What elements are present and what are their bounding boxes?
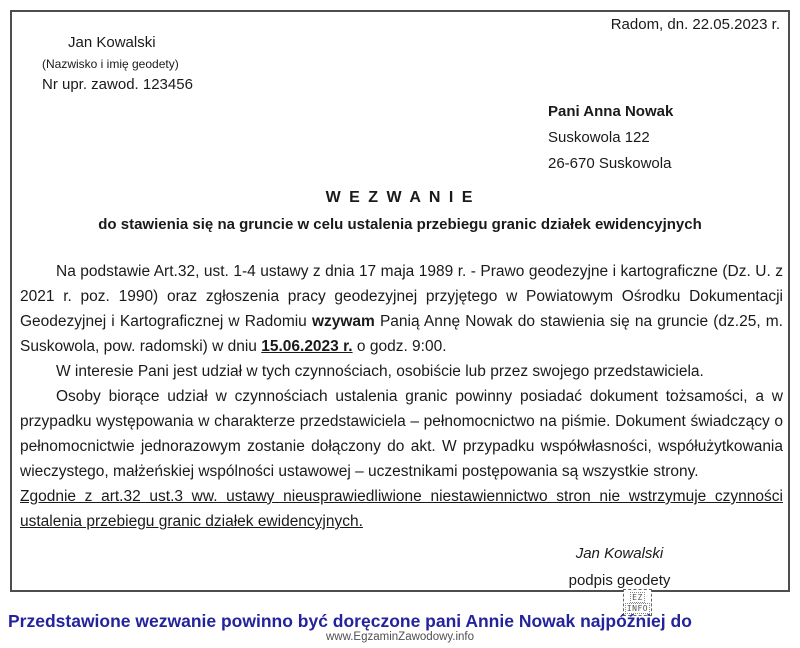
sender-block <box>42 34 193 93</box>
signature-block <box>527 540 712 594</box>
document-body <box>20 259 783 534</box>
para1-text-1: Na podstawie Art.32, ust. 1-4 ustawy z dnia 17 maja 1989 r. - Prawo geodezyjne i kartograficzne (Dz. U. z 2021 r. poz. 1990) oraz zgłoszenia pracy geodezyjnej przyjętego w Powiatowym Ośrodku Dokumentacji Geodezyjnej i Kartograficznej w Radomiu <box>20 263 783 330</box>
watermark-text: www.EgzaminZawodowy.info <box>325 631 475 643</box>
para1-date-underlined: 15.06.2023 r. <box>261 338 353 355</box>
para1-text-2: Panią Annę Nowak do stawienia się na gruncie (dz.25, m. Suskowola, pow. radomski) w dniu <box>20 313 783 355</box>
paragraph-interest: W interesie Pani jest udział w tych czynnościach, osobiście lub przez swojego przedstawiciela. <box>56 363 704 380</box>
signature-caption: podpis geodety <box>568 572 671 589</box>
sender-name: Jan Kowalski <box>68 34 156 51</box>
paragraph-legal-basis <box>20 259 783 359</box>
recipient-block <box>548 99 673 177</box>
exam-question-text: Przedstawione wezwanie powinno być doręczone pani Annie Nowak najpóźniej do <box>8 611 692 631</box>
para1-text-3: o godz. 9:00. <box>352 338 447 355</box>
sender-caption: (Nazwisko i imię geodety) <box>42 57 179 71</box>
document-title: W E Z W A N I E <box>325 189 475 206</box>
stamp-line1: EZ <box>632 592 643 602</box>
document-subtitle: do stawienia się na gruncie w celu ustalenia przebiegu granic działek ewidencyjnych <box>98 216 702 233</box>
sender-license-number: Nr upr. zawod. 123456 <box>42 76 193 93</box>
title-block <box>12 189 788 233</box>
paragraph-legal-warning: Zgodnie z art.32 ust.3 ww. ustawy nieusprawiedliwione niestawiennictwo stron nie wstrzymuje czynności ustalenia przebiegu granic działek ewidencyjnych. <box>20 488 783 530</box>
para1-bold-wzywam: wzywam <box>311 313 375 330</box>
paragraph-requirements: Osoby biorące udział w czynnościach ustalenia granic powinny posiadać dokument tożsamości, a w przypadku występowania w charakterze przedstawiciela – pełnomocnictwo na piśmie. Dokument świadczący o pełnomocnictwie jednorazowym zostanie dołączony do akt. W przypadku współwłasności, współużytkowania wieczystego, małżeńskiej wspólności ustawowej – uczestnikami postępowania są wszystkie strony. <box>20 388 783 480</box>
date-line: Radom, dn. 22.05.2023 r. <box>610 16 780 33</box>
summons-document <box>10 10 790 592</box>
stamp-line2: INFO <box>626 603 649 613</box>
recipient-name: Pani Anna Nowak <box>548 103 674 120</box>
signature-name: Jan Kowalski <box>575 545 664 562</box>
recipient-address-line2: 26-670 Suskowola <box>548 155 672 172</box>
recipient-address-line1: Suskowola 122 <box>548 129 650 146</box>
